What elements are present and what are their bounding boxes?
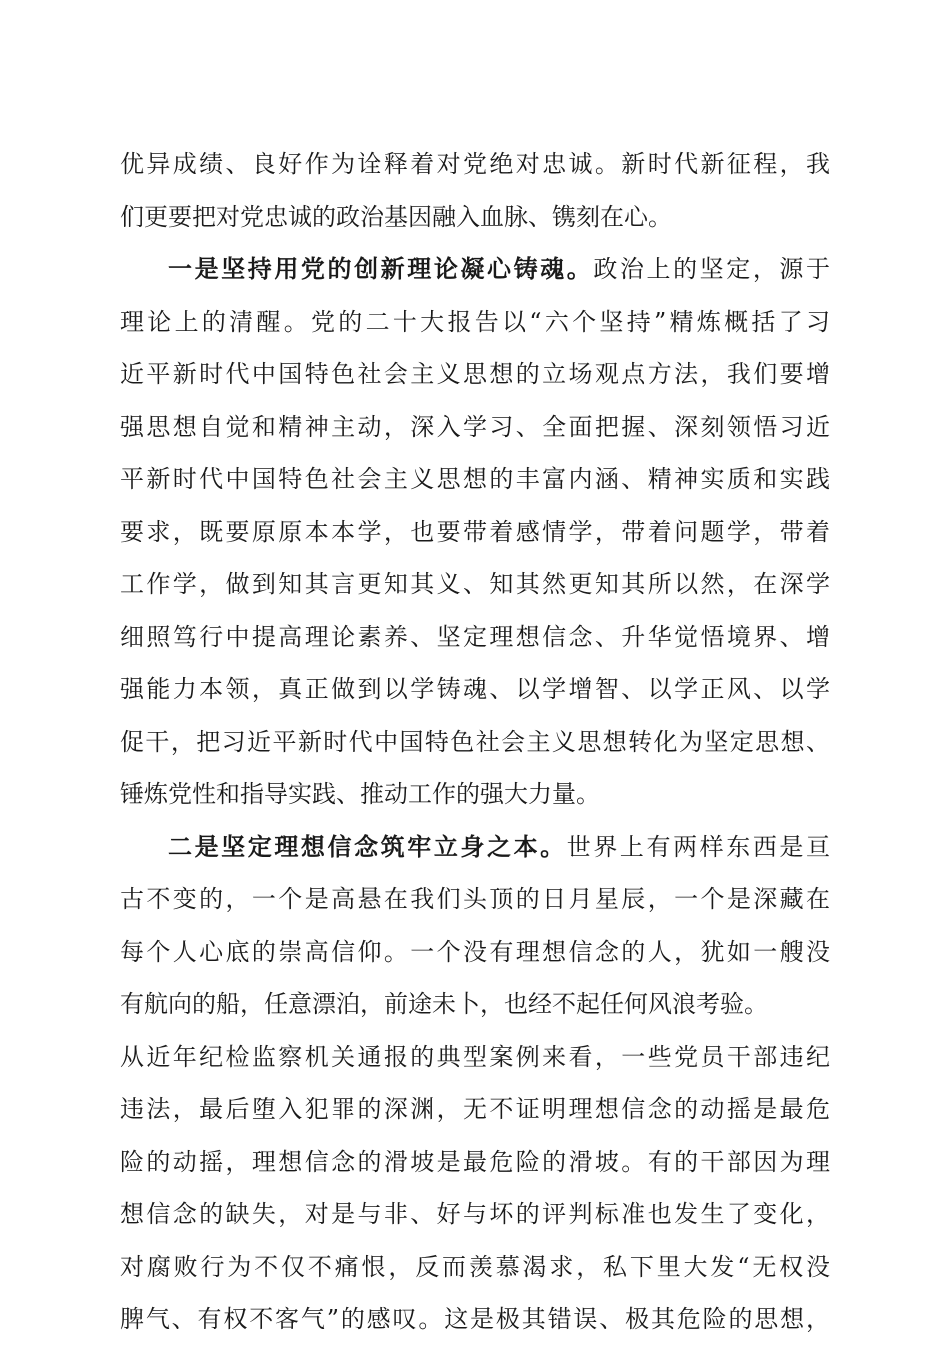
paragraph-2-lead: 二是坚定理想信念筑牢立身之本。 (168, 831, 567, 861)
paragraph-2-first-line-rest: 世界上有两样东西是亘 (566, 832, 830, 861)
paragraph-1-lead: 一是坚持用党的创新理论凝心铸魂。 (168, 254, 594, 283)
text-line: 古不变的，一个是高悬在我们头顶的日月星辰，一个是深藏在 (120, 885, 830, 913)
text-line: 促干，把习近平新时代中国特色社会主义思想转化为坚定思想、 (120, 727, 830, 756)
paragraph-1-first-line-rest: 政治上的坚定，源于 (593, 255, 831, 283)
text-line: 们更要把对党忠诚的政治基因融入血脉、镌刻在心。 (120, 202, 672, 231)
text-line: 强能力本领，真正做到以学铸魂、以学增智、以学正风、以学 (120, 675, 830, 703)
text-line: 每个人心底的崇高信仰。一个没有理想信念的人，犹如一艘没 (120, 937, 830, 966)
text-line: 平新时代中国特色社会主义思想的丰富内涵、精神实质和实践 (120, 465, 830, 493)
text-line: 险的动摇，理想信念的滑坡是最危险的滑坡。有的干部因为理 (120, 1147, 830, 1176)
text-line: 有航向的船，任意漂泊，前途未卜，也经不起任何风浪考验。 (120, 990, 768, 1018)
paragraph-2-first-line (120, 821, 830, 874)
document-body (120, 138, 830, 1346)
text-line: 违法，最后堕入犯罪的深渊，无不证明理想信念的动摇是最危 (120, 1095, 830, 1123)
text-line: 脾气、有权不客气”的感叹。这是极其错误、极其危险的思想， (120, 1305, 830, 1333)
text-line: 强思想自觉和精神主动，深入学习、全面把握、深刻领悟习近 (120, 412, 830, 441)
text-line: 近平新时代中国特色社会主义思想的立场观点方法，我们要增 (120, 360, 830, 388)
text-line: 锤炼党性和指导实践、推动工作的强大力量。 (120, 780, 600, 808)
text-line: 理论上的清醒。党的二十大报告以“六个坚持”精炼概括了习 (120, 307, 830, 336)
text-line: 要求，既要原原本本学，也要带着感情学，带着问题学，带着 (120, 517, 830, 546)
paragraph-1-first-line (120, 243, 830, 296)
text-line: 从近年纪检监察机关通报的典型案例来看，一些党员干部违纪 (120, 1042, 830, 1071)
text-line: 想信念的缺失，对是与非、好与坏的评判标准也发生了变化， (120, 1200, 830, 1228)
text-line: 细照笃行中提高理论素养、坚定理想信念、升华觉悟境界、增 (120, 622, 830, 651)
text-line: 工作学，做到知其言更知其义、知其然更知其所以然，在深学 (120, 570, 830, 598)
text-line: 对腐败行为不仅不痛恨，反而羡慕渴求，私下里大发“无权没 (120, 1252, 830, 1281)
text-line: 优异成绩、良好作为诠释着对党绝对忠诚。新时代新征程，我 (120, 150, 830, 178)
